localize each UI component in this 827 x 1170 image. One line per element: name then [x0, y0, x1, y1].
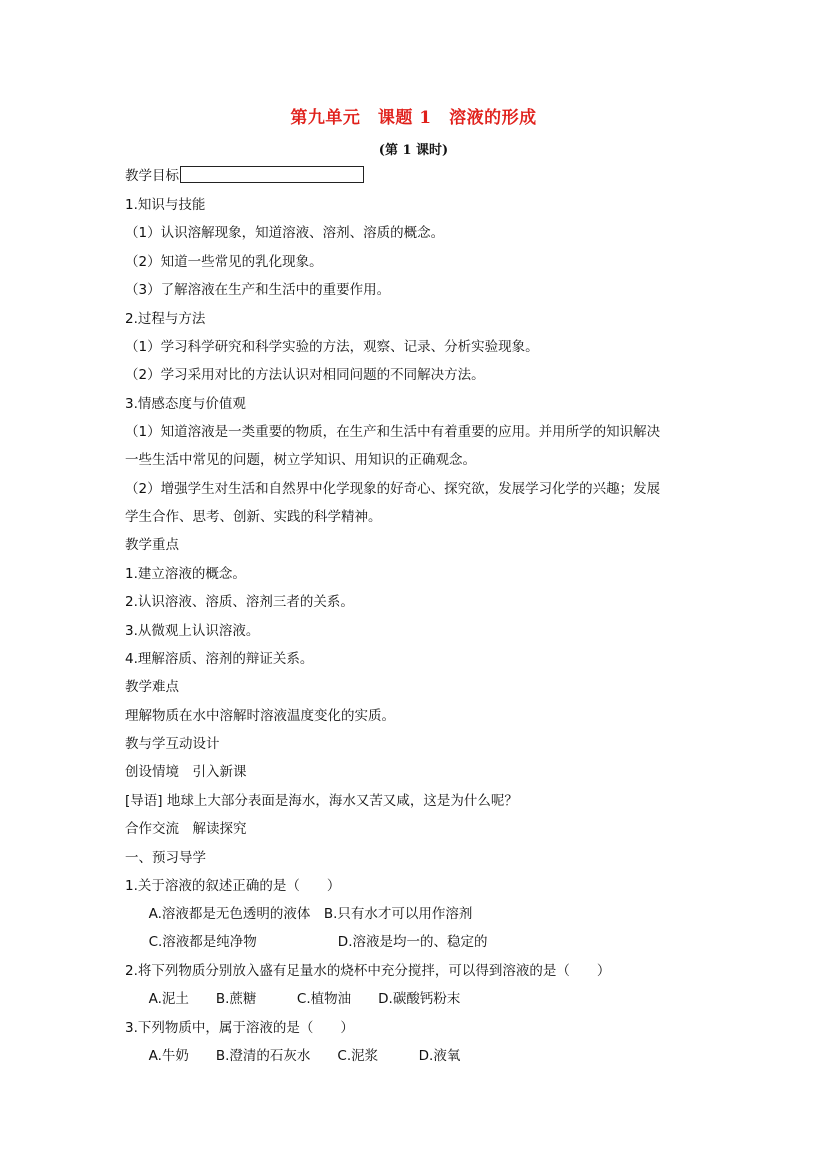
text-line: （3）了解溶液在生产和生活中的重要作用。 — [125, 282, 391, 298]
section-heading: 教与学互动设计 — [125, 736, 220, 752]
objectives-heading — [125, 166, 364, 185]
text-line: 4.理解溶质、溶剂的辩证关系。 — [125, 651, 314, 667]
text-line: （2）学习采用对比的方法认识对相同问题的不同解决方法。 — [125, 367, 485, 383]
text-line: 合作交流 解读探究 — [125, 821, 247, 837]
question-line: 3.下列物质中，属于溶液的是（ ） — [125, 1020, 354, 1036]
text-line: 2.过程与方法 — [125, 311, 206, 327]
option-line: C.溶液都是纯净物 D.溶液是均一的、稳定的 — [140, 934, 488, 950]
text-line: （1）认识溶解现象，知道溶液、溶剂、溶质的概念。 — [125, 225, 445, 241]
text-line: 一些生活中常见的问题，树立学知识、用知识的正确观念。 — [125, 452, 476, 468]
option-line: A.溶液都是无色透明的液体 B.只有水才可以用作溶剂 — [140, 906, 473, 922]
question-line: 2.将下列物质分别放入盛有足量水的烧杯中充分搅拌，可以得到溶液的是（ ） — [125, 963, 611, 979]
text-line: 1.建立溶液的概念。 — [125, 566, 246, 582]
question-line: 1.关于溶液的叙述正确的是（ ） — [125, 878, 341, 894]
section-heading: 教学难点 — [125, 679, 179, 695]
text-line: （1）学习科学研究和科学实验的方法，观察、记录、分析实验现象。 — [125, 339, 539, 355]
text-line: [导语] 地球上大部分表面是海水，海水又苦又咸，这是为什么呢？ — [125, 793, 518, 809]
objectives-label: 教学目标 — [125, 168, 179, 184]
document-title: 第九单元 课题 1 溶液的形成 — [290, 108, 537, 128]
text-line: 3.情感态度与价值观 — [125, 396, 246, 412]
text-line: 1.知识与技能 — [125, 197, 206, 213]
text-line: 2.认识溶液、溶质、溶剂三者的关系。 — [125, 594, 354, 610]
text-line: 一、预习导学 — [125, 850, 206, 866]
document-subtitle: (第 1 课时) — [378, 143, 449, 158]
text-line: 创设情境 引入新课 — [125, 764, 247, 780]
option-line: A.泥土 B.蔗糖 C.植物油 D.碳酸钙粉末 — [140, 991, 461, 1007]
text-line: 理解物质在水中溶解时溶液温度变化的实质。 — [125, 708, 395, 724]
section-heading: 教学重点 — [125, 537, 179, 553]
text-line: （2）知道一些常见的乳化现象。 — [125, 254, 323, 270]
text-line: 学生合作、思考、创新、实践的科学精神。 — [125, 509, 382, 525]
text-line: （1）知道溶液是一类重要的物质，在生产和生活中有着重要的应用。并用所学的知识解决 — [125, 424, 661, 440]
text-line: （2）增强学生对生活和自然界中化学现象的好奇心、探究欲，发展学习化学的兴趣；发展 — [125, 481, 661, 497]
option-line: A.牛奶 B.澄清的石灰水 C.泥浆 D.液氧 — [140, 1048, 461, 1064]
text-line: 3.从微观上认识溶液。 — [125, 623, 260, 639]
objectives-blank-box — [180, 166, 364, 183]
